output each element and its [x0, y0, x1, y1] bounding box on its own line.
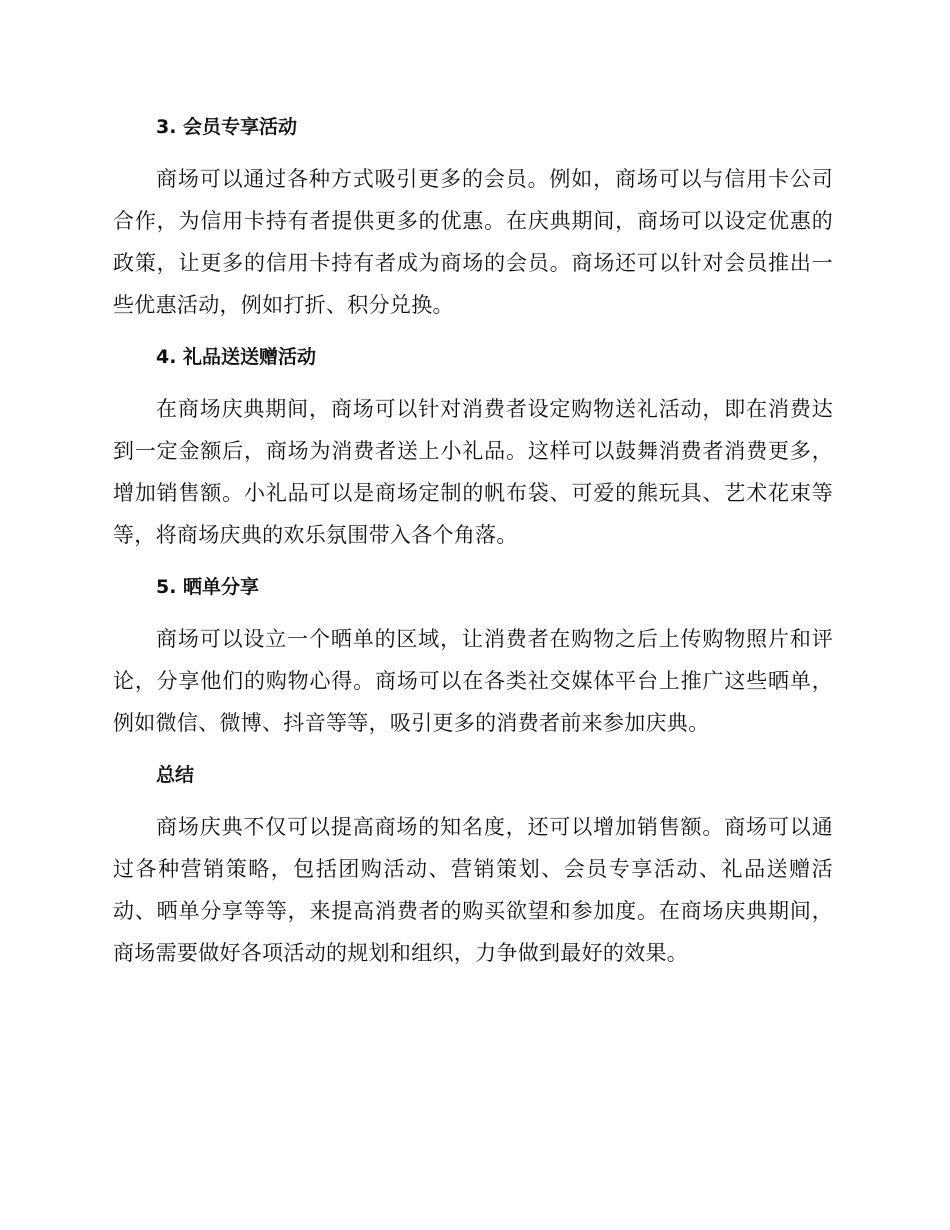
section-heading-summary: 总结: [156, 764, 195, 786]
section-heading-member-activity: 3. 会员专享活动: [156, 116, 298, 138]
section-paragraph-gift-activity: 在商场庆典期间，商场可以针对消费者设定购物送礼活动，即在消费达到一定金额后，商场为消费者送上小礼品。这样可以鼓舞消费者消费更多，增加销售额。小礼品可以是商场定制的帆布袋、可爱的熊玩具、艺术花束等等，将商场庆典的欢乐氛围带入各个角落。: [113, 397, 833, 547]
section-heading-gift-activity: 4. 礼品送送赠活动: [156, 346, 317, 368]
document-page: [113, 108, 833, 974]
section-paragraph-member-activity: 商场可以通过各种方式吸引更多的会员。例如，商场可以与信用卡公司合作，为信用卡持有者提供更多的优惠。在庆典期间，商场可以设定优惠的政策，让更多的信用卡持有者成为商场的会员。商场还可以针对会员推出一些优惠活动，例如打折、积分兑换。: [113, 167, 833, 317]
section-heading-share-orders: 5. 晒单分享: [156, 576, 260, 598]
section-paragraph-summary: 商场庆典不仅可以提高商场的知名度，还可以增加销售额。商场可以通过各种营销策略，包括团购活动、营销策划、会员专享活动、礼品送赠活动、晒单分享等等，来提高消费者的购买欲望和参加度。在商场庆典期间，商场需要做好各项活动的规划和组织，力争做到最好的效果。: [113, 815, 833, 965]
section-paragraph-share-orders: 商场可以设立一个晒单的区域，让消费者在购物之后上传购物照片和评论，分享他们的购物心得。商场可以在各类社交媒体平台上推广这些晒单，例如微信、微博、抖音等等，吸引更多的消费者前来参加庆典。: [113, 627, 833, 735]
